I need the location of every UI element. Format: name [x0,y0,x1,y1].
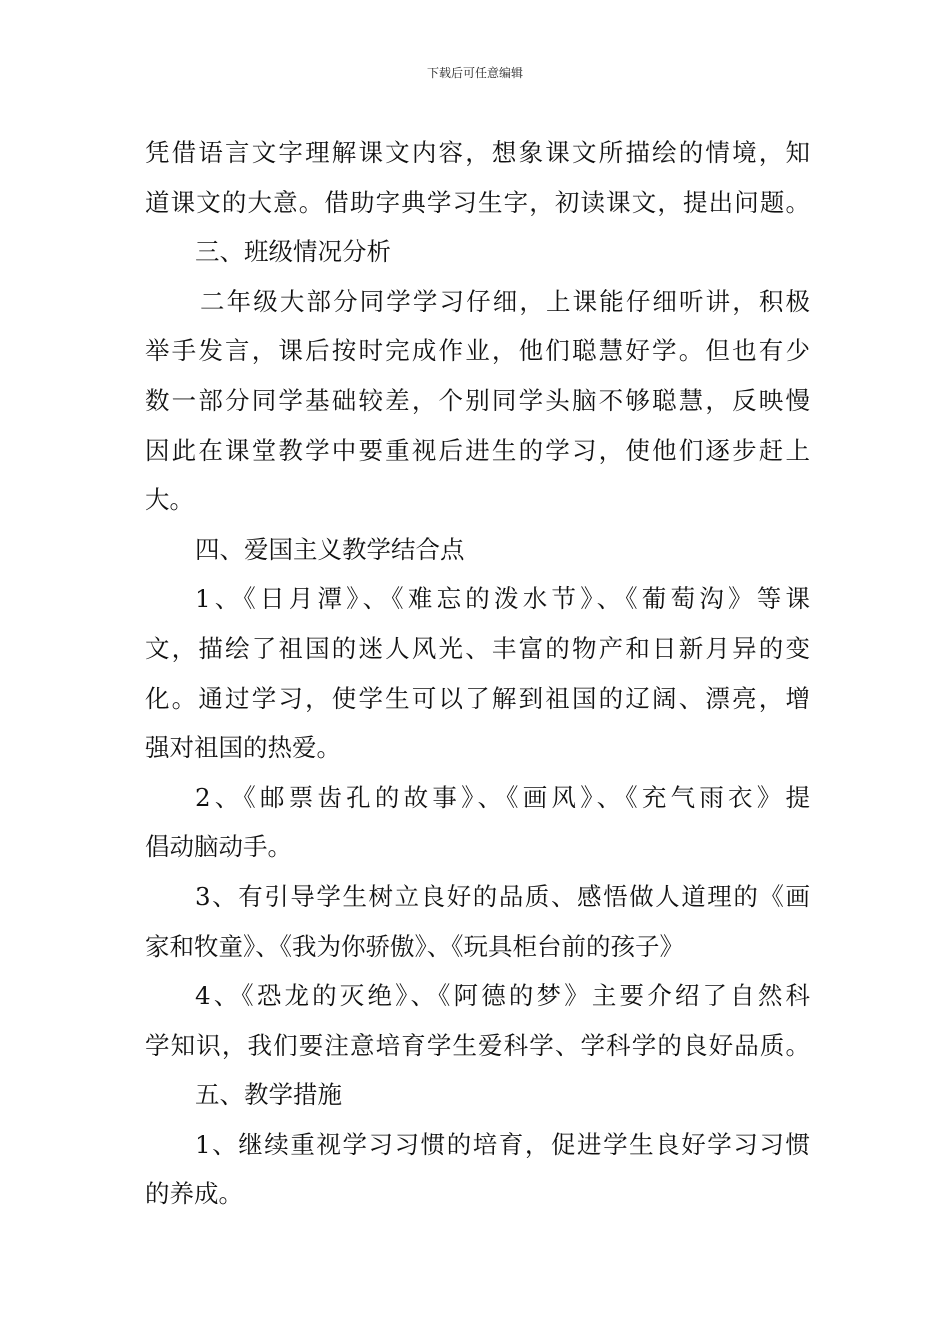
section-heading: 三、班级情况分析 [195,237,391,267]
paragraph-line: 3、有引导学生树立良好的品质、感悟做人道理的《画 [195,881,810,911]
paragraph-line: 家和牧童》、《我为你骄傲》、《玩具柜台前的孩子》 [145,931,684,961]
paragraph-line: 学知识，我们要注意培育学生爱科学、学科学的良好品质。 [145,1030,810,1060]
paragraph-line: 4、《恐龙的灭绝》、《阿德的梦》主要介绍了自然科 [195,981,810,1011]
paragraph-line: 数一部分同学基础较差，个别同学头脑不够聪慧，反映慢 [145,385,810,415]
paragraph-line: 文，描绘了祖国的迷人风光、丰富的物产和日新月异的变 [145,633,810,663]
section-heading: 五、教学措施 [195,1080,342,1110]
paragraph-line: 凭借语言文字理解课文内容，想象课文所描绘的情境，知 [145,138,810,167]
paragraph-line: 因此在课堂教学中要重视后进生的学习，使他们逐步赶上 [145,435,810,465]
paragraph-line: 道课文的大意。借助字典学习生字，初读课文，提出问题。 [145,187,810,217]
paragraph-line: 强对祖国的热爱。 [145,733,341,763]
section-heading: 四、爱国主义教学结合点 [195,534,465,564]
paragraph-line: 1、继续重视学习习惯的培育，促进学生良好学习习惯 [195,1129,810,1159]
paragraph-line: 的养成。 [145,1179,243,1209]
paragraph-line: 举手发言，课后按时完成作业，他们聪慧好学。但也有少 [145,336,810,366]
paragraph-line: 化。通过学习，使学生可以了解到祖国的辽阔、漂亮，增 [145,683,810,713]
document-body [145,128,810,1219]
paragraph-line: 2、《邮票齿孔的故事》、《画风》、《充气雨衣》提 [195,782,810,812]
paragraph-line: 二年级大部分同学学习仔细，上课能仔细听讲，积极 [200,286,810,316]
paragraph-line: 大。 [145,485,194,515]
paragraph-line: 倡动脑动手。 [145,832,292,862]
page-header: 下载后可任意编辑 [426,66,523,80]
paragraph-line: 1、《日月潭》、《难忘的泼水节》、《葡萄沟》等课 [195,584,810,614]
